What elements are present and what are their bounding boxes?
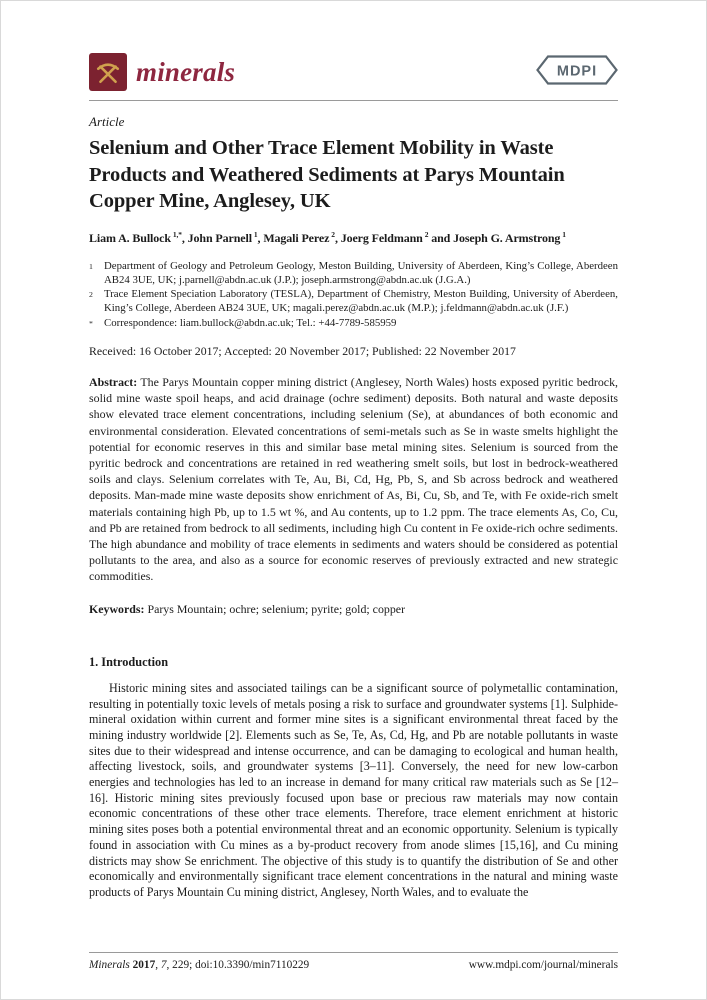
author-affil-sup: 1 bbox=[562, 229, 566, 239]
footer-volume: 7 bbox=[160, 959, 167, 971]
abstract bbox=[89, 374, 618, 585]
minerals-logo-icon bbox=[89, 53, 127, 91]
author-affil-sup: 2 bbox=[331, 229, 335, 239]
mdpi-logo bbox=[536, 55, 618, 90]
affiliation-text: Department of Geology and Petroleum Geology, Meston Building, University of Aberdeen, King’s College, Aberdeen AB24 3UE, UK; j.parnell@abdn.ac.uk (J.P.); joseph.armstrong@abdn.ac.uk (J.G.A.) bbox=[104, 259, 618, 286]
affiliation-text: Trace Element Speciation Laboratory (TESLA), Department of Chemistry, Meston Building, University of Aberdeen, King’s College, Aberdeen AB24 3UE, UK; magali.perez@abdn.ac.uk (M.P.); j.feldmann@abdn.ac.uk (J.F.) bbox=[104, 288, 618, 315]
author-line: Liam A. Bullock $^{1,*}$, John Parnell $^1$, Magali Perez $^2$, Joerg Feldmann $^2$ and Joseph G. Armstrong $^1$ bbox=[89, 229, 566, 245]
journal-wordmark: minerals bbox=[136, 56, 236, 87]
correspondence-row bbox=[89, 316, 618, 331]
author-name: Magali Perez bbox=[263, 230, 330, 245]
author-name: Joerg Feldmann bbox=[340, 230, 423, 245]
author-affil-sup: 1,* bbox=[172, 229, 182, 239]
article-type-label: Article bbox=[89, 114, 125, 129]
footer-pages-doi: , 229; doi:10.3390/min7110229 bbox=[166, 959, 310, 971]
introduction-paragraph: Historic mining sites and associated tailings can be a significant source of polymetallic contamination, resulting in potentially toxic levels of metals posing a risk to surface and groundwater systems [1]. Sulphide-mineral oxidation within current and former mine sites is a significant environmental threat faced by the mining industry worldwide [2]. Elements such as Se, Te, As, Cd, Hg, and Pb are notable pollutants in waste sites due to their widespread and intense occurrence, and can be damaging to ecological and human health, affecting livestock, soils, and groundwater systems [3–11]. Conversely, the need for new low-carbon energies and technologies has led to an increase in demand for many critical raw materials such as Se [12–16]. Historic mining sites previously focused upon base or precious raw materials may now contain economic concentrations of these other trace elements. Therefore, trace element enrichment at historic mining sites poses both a potential environmental threat and an economic opportunity. Selenium is typically found in association with Cu mines as a by-product recovery from anode slimes [15,16], and Cu mining districts may show Se enrichment. The objective of this study is to quantify the distribution of Se and other economically and environmentally significant trace element concentrations in the natural and mining waste products of Parys Mountain Cu mining district, Anglesey, North Wales, and to evaluate the bbox=[89, 680, 618, 899]
abstract-label: Abstract: bbox=[89, 374, 138, 389]
dates-line: Received: 16 October 2017; Accepted: 20 November 2017; Published: 22 November 2017 bbox=[89, 343, 516, 358]
paper-title: Selenium and Other Trace Element Mobility in Waste Products and Weathered Sediments at Parys Mountain Copper Mine, Anglesey, UK bbox=[89, 137, 565, 212]
page-footer bbox=[89, 952, 618, 971]
footer-citation: Minerals 2017, 7, 229; doi:10.3390/min7110229 bbox=[89, 959, 310, 971]
keywords-text: Parys Mountain; ochre; selenium; pyrite; gold; copper bbox=[144, 601, 406, 616]
keywords bbox=[89, 601, 618, 617]
affiliations-list bbox=[89, 259, 618, 331]
section-heading-introduction: 1. Introduction bbox=[89, 654, 169, 669]
footer-year: 2017 bbox=[132, 959, 156, 971]
minerals-brand bbox=[89, 53, 235, 91]
correspondence-marker: * bbox=[89, 318, 93, 328]
journal-header bbox=[89, 53, 618, 91]
affiliation-row bbox=[89, 287, 618, 316]
author-affil-sup: 2 bbox=[424, 229, 429, 239]
author-name: John Parnell bbox=[187, 230, 252, 245]
affiliation-row bbox=[89, 259, 618, 288]
header-divider bbox=[89, 100, 618, 101]
footer-journal-name: Minerals bbox=[89, 959, 133, 971]
author-name: Liam A. Bullock bbox=[89, 230, 171, 245]
correspondence-text: Correspondence: liam.bullock@abdn.ac.uk; Tel.: +44-7789-585959 bbox=[104, 316, 397, 329]
keywords-label: Keywords: bbox=[89, 601, 145, 616]
affiliation-marker: 1 bbox=[89, 261, 93, 271]
abstract-text: The Parys Mountain copper mining district (Anglesey, North Wales) hosts exposed pyritic bedrock, solid mine waste spoil heaps, and acid drainage (ochre sediment) deposits. Both natural and waste deposits show elevated trace element concentrations, including selenium (Se), at abundances of both economic and environmental consideration. Elevated concentrations of semi-metals such as Se in waste smelts highlight the potential for economic reserves in this and similar base metal mining sites. Selenium is sourced from the pyritic bedrock and concentrations are retained in red weathering smelt soils, but lost in bedrock-weathered soils and clays. Selenium correlates with Te, Au, Bi, Cd, Hg, Pb, S, and Sb across bedrock and weathered deposits. Man-made mine waste deposits show enrichment of As, Bi, Cu, Sb, and Te, with Fe oxide-rich smelt materials containing high Pb, up to 1.5 wt %, and Au contents, up to 1.2 ppm. The trace elements As, Co, Cu, and Pb are retained from bedrock to all sediments, including high Cu content in Fe oxide-rich ochre sediments. The high abundance and mobility of trace elements in sediments and waters should be considered as potential pollutants to the area, and also as a source for economic reserves of previously extracted and new strategic commodities. bbox=[89, 374, 618, 584]
mdpi-logo-text: MDPI bbox=[556, 63, 598, 79]
affiliation-marker: 2 bbox=[89, 290, 93, 300]
author-name: Joseph G. Armstrong bbox=[453, 230, 561, 245]
footer-journal-link[interactable]: www.mdpi.com/journal/minerals bbox=[468, 959, 618, 971]
author-affil-sup: 1 bbox=[253, 229, 258, 239]
